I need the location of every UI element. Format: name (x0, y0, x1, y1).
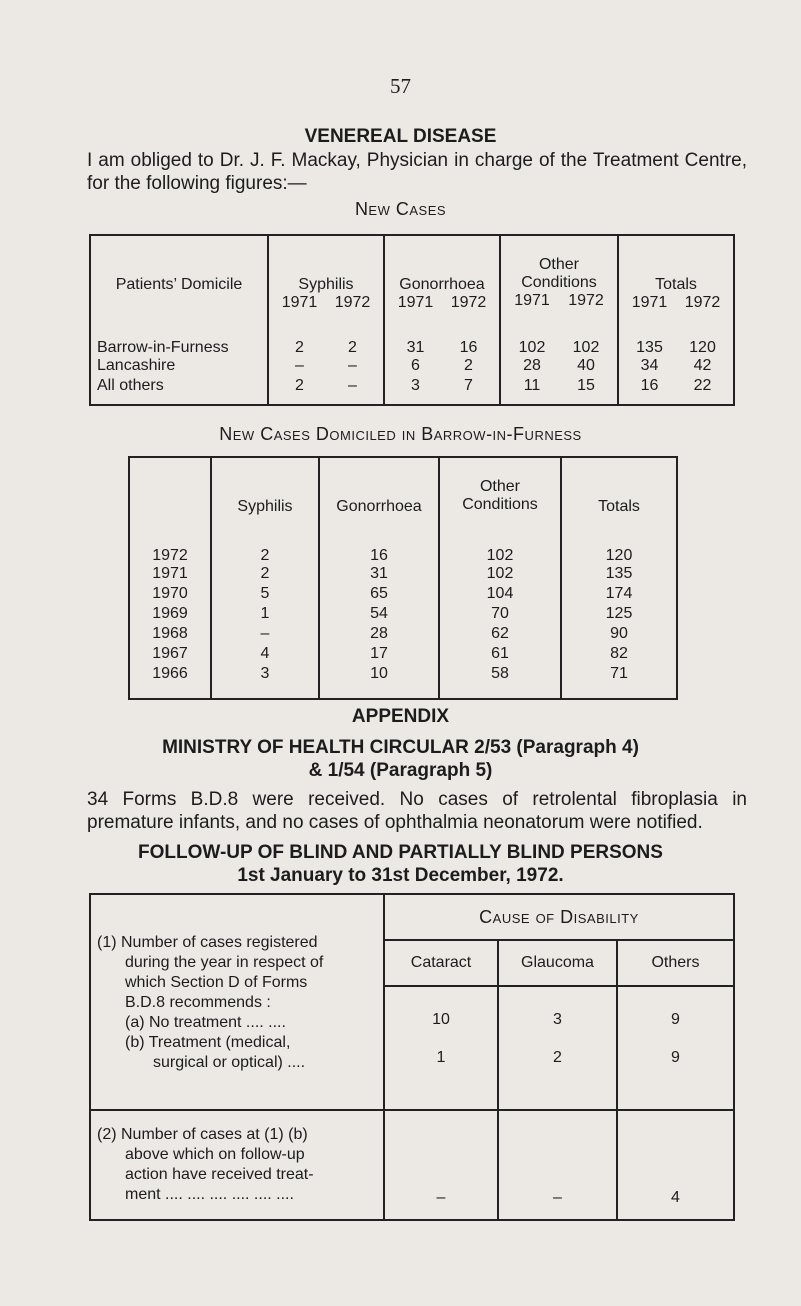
cell-1971: – (295, 357, 304, 374)
table-row (129, 625, 677, 645)
cell-oth: 102 (439, 535, 561, 565)
q1-line: B.D.8 recommends : (125, 994, 271, 1011)
q2-glaucoma: – (498, 1110, 617, 1220)
cell-syph: 1 (211, 605, 319, 625)
new-cases-table (89, 234, 735, 406)
col-cataract: Cataract (384, 940, 498, 986)
q2-line: ment .... .... .... .... .... .... (125, 1186, 294, 1203)
followup-subtitle: 1st January to 31st December, 1972. (237, 865, 564, 886)
cell-syph: 2 (211, 565, 319, 585)
cause-of-disability-header: Cause of Disability (384, 894, 734, 940)
page-number: 57 (390, 74, 411, 98)
q1-line: (1) Number of cases registered (97, 934, 318, 951)
col-other-conditions: Other Conditions 1971 1972 (500, 235, 618, 321)
cell-tot: 135 (561, 565, 677, 585)
cell-syph: 3 (211, 665, 319, 699)
cell-1972: 2 (464, 357, 473, 374)
followup-table (89, 893, 735, 1221)
col-syphilis: Syphilis (211, 457, 319, 535)
row-label: Barrow-in-Furness (97, 339, 229, 356)
row-label: All others (97, 377, 164, 394)
q2-line: action have received treat- (125, 1166, 314, 1183)
cell-1972: 15 (577, 377, 595, 394)
cell-year: 1969 (152, 605, 188, 622)
cell-1971: 11 (523, 377, 541, 394)
table-row (129, 585, 677, 605)
q2-line: (2) Number of cases at (1) (b) (97, 1126, 308, 1143)
cell-gon: 16 (319, 535, 439, 565)
circular-line1: MINISTRY OF HEALTH CIRCULAR 2/53 (Paragraph 4) (162, 737, 639, 758)
table-row (90, 357, 734, 377)
cell-oth: 61 (439, 645, 561, 665)
glaucoma-values: 3 2 (498, 986, 617, 1110)
col-gonorrhoea: Gonorrhoea 1971 1972 (384, 235, 500, 321)
cell-syph: 5 (211, 585, 319, 605)
col-glaucoma: Glaucoma (498, 940, 617, 986)
col-syphilis: Syphilis 1971 1972 (268, 235, 384, 321)
others-values: 9 9 (617, 986, 734, 1110)
new-cases-title: New Cases (354, 199, 447, 219)
cell-gon: 10 (319, 665, 439, 699)
col-totals: Totals 1971 1972 (618, 235, 734, 321)
cell-1971: 6 (411, 357, 420, 374)
cell-syph: 4 (211, 645, 319, 665)
table-row (129, 665, 677, 699)
cell-1972: 42 (693, 357, 712, 374)
cell-1972: 22 (693, 377, 712, 394)
cell-1971: 2 (295, 339, 304, 356)
q1-line: (a) No treatment .... .... (125, 1014, 286, 1031)
q1-line: which Section D of Forms (125, 974, 308, 991)
cell-tot: 90 (561, 625, 677, 645)
cell-year: 1967 (152, 645, 188, 662)
new-cases-rows (90, 321, 734, 405)
col-domicile: Patients’ Domicile (115, 276, 243, 293)
q1-description (90, 894, 384, 1110)
cell-year: 1971 (152, 565, 188, 582)
q1-line: during the year in respect of (125, 954, 324, 971)
cell-1971: 2 (295, 377, 304, 394)
cell-year: 1966 (152, 665, 188, 682)
cell-oth: 58 (439, 665, 561, 699)
cell-tot: 71 (561, 665, 677, 699)
followup-title: FOLLOW-UP OF BLIND AND PARTIALLY BLIND PERSONS (138, 842, 663, 863)
cell-1972: – (348, 377, 357, 394)
cell-gon: 54 (319, 605, 439, 625)
cell-1972: 7 (464, 377, 473, 394)
cell-gon: 28 (319, 625, 439, 645)
q1-line: (b) Treatment (medical, (125, 1034, 291, 1051)
cell-tot: 174 (561, 585, 677, 605)
cell-gon: 17 (319, 645, 439, 665)
cell-tot: 82 (561, 645, 677, 665)
venereal-disease-title: VENEREAL DISEASE (304, 126, 497, 147)
table-row (90, 321, 734, 357)
q2-description (90, 1110, 384, 1220)
cell-1971: 16 (640, 377, 659, 394)
cell-oth: 102 (439, 565, 561, 585)
q1-line: surgical or optical) .... (153, 1054, 306, 1071)
cell-oth: 62 (439, 625, 561, 645)
cell-tot: 125 (561, 605, 677, 625)
cell-1971: 34 (640, 357, 659, 374)
table-row (129, 535, 677, 565)
table-row (90, 377, 734, 405)
circular-text: 34 Forms B.D.8 were received. No cases of retrolental fibroplasia in premature infants, and no cases of ophthalmia neonatorum were notified. (87, 789, 747, 833)
cell-1971: 135 (636, 339, 663, 356)
cell-1972: 2 (348, 339, 357, 356)
q2-cataract: – (384, 1110, 498, 1220)
cell-year: 1970 (152, 585, 188, 602)
cell-oth: 70 (439, 605, 561, 625)
venereal-intro: I am obliged to Dr. J. F. Mackay, Physician in charge of the Treatment Centre, for the following figures:— (87, 150, 747, 194)
domiciled-table (128, 456, 678, 700)
appendix-title: APPENDIX (351, 706, 450, 727)
cell-1972: 102 (572, 339, 600, 356)
col-others: Others (617, 940, 734, 986)
cell-1972: 16 (459, 339, 478, 356)
row-label: Lancashire (97, 357, 176, 374)
q2-others: 4 (617, 1110, 734, 1220)
col-gonorrhoea: Gonorrhoea (319, 457, 439, 535)
table-row (129, 565, 677, 585)
cell-1972: – (348, 357, 357, 374)
cell-1971: 3 (411, 377, 420, 394)
cell-syph: – (211, 625, 319, 645)
cell-year: 1968 (152, 625, 188, 642)
cell-oth: 104 (439, 585, 561, 605)
circular-line2: & 1/54 (Paragraph 5) (308, 760, 493, 781)
cell-year: 1972 (152, 547, 188, 564)
cell-tot: 120 (561, 535, 677, 565)
cell-gon: 65 (319, 585, 439, 605)
cell-gon: 31 (319, 565, 439, 585)
cell-1971: 28 (523, 357, 541, 374)
table-row (129, 605, 677, 625)
domiciled-title: New Cases Domiciled in Barrow-in-Furness (219, 424, 582, 444)
col-year (129, 457, 211, 535)
cell-1971: 31 (406, 339, 425, 356)
cell-1972: 40 (577, 357, 595, 374)
domiciled-rows (129, 535, 677, 699)
cell-syph: 2 (211, 535, 319, 565)
cataract-values: 10 1 (384, 986, 498, 1110)
cell-1972: 120 (689, 339, 716, 356)
q2-line: above which on follow-up (125, 1146, 305, 1163)
col-totals: Totals (561, 457, 677, 535)
table-row (129, 645, 677, 665)
cell-1971: 102 (518, 339, 546, 356)
col-other-conditions: Other Conditions (439, 457, 561, 535)
